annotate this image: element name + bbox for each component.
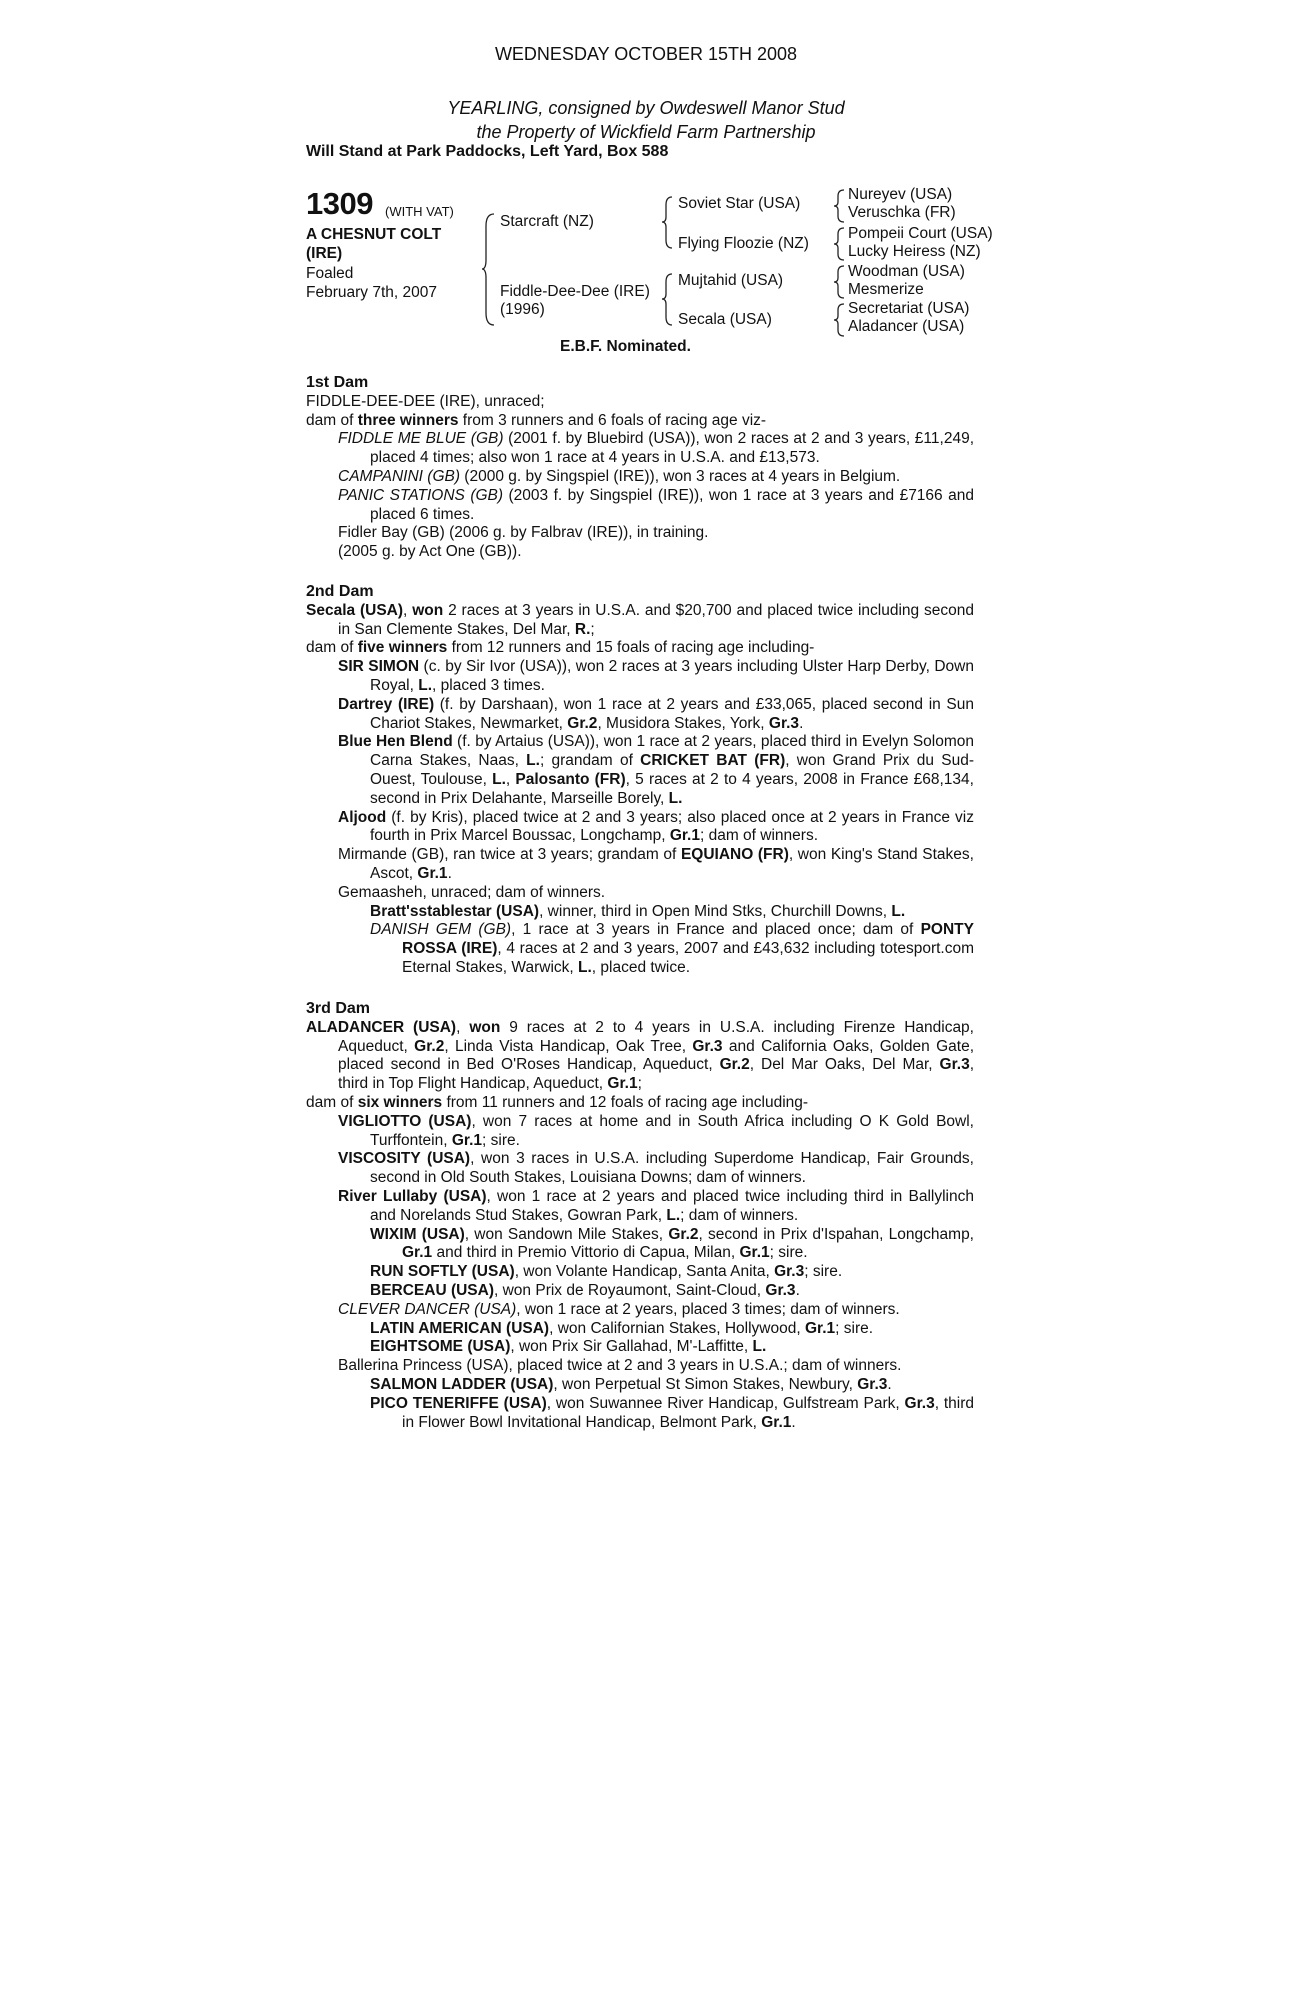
grandparent-2: Veruschka (FR) bbox=[848, 204, 956, 221]
foaled-date: February 7th, 2007 bbox=[306, 284, 437, 301]
foaled-info bbox=[306, 264, 437, 302]
grand-produce-entry: WIXIM (USA), won Sandown Mile Stakes, Gr.2, second in Prix d'Ispahan, Longchamp, Gr.1 and third in Premio Vittorio di Capua, Milan, Gr.1; sire. bbox=[370, 1225, 974, 1262]
lot-name-line1: A CHESNUT COLT bbox=[306, 226, 442, 243]
grandparent-3: Pompeii Court (USA) bbox=[848, 225, 993, 242]
vat-note: (WITH VAT) bbox=[385, 204, 454, 219]
produce-entry: PANIC STATIONS (GB) (2003 f. by Singspiel (IRE)), won 1 race at 3 years and £7166 and placed 6 times. bbox=[338, 486, 974, 523]
produce-entry: VISCOSITY (USA), won 3 races in U.S.A. including Superdome Handicap, Fair Grounds, second in Old South Stakes, Louisiana Downs; dam of winners. bbox=[338, 1150, 974, 1187]
produce-entry: Gemaasheh, unraced; dam of winners. bbox=[338, 883, 606, 901]
second-dam-heading: 2nd Dam bbox=[306, 583, 374, 600]
sale-date: WEDNESDAY OCTOBER 15TH 2008 bbox=[494, 44, 798, 64]
grand-produce-entry: LATIN AMERICAN (USA), won Californian Stakes, Hollywood, Gr.1; sire. bbox=[370, 1319, 874, 1337]
sire-dam-name: Flying Floozie (NZ) bbox=[678, 235, 809, 252]
produce-entry: Mirmande (GB), ran twice at 3 years; grandam of EQUIANO (FR), won King's Stand Stakes, Ascot, Gr.1. bbox=[338, 846, 974, 882]
sire-name: Starcraft (NZ) bbox=[500, 213, 594, 230]
third-dam-heading: 3rd Dam bbox=[306, 1000, 371, 1017]
produce-entry: (2005 g. by Act One (GB)). bbox=[338, 543, 522, 561]
dam-sire-name: Mujtahid (USA) bbox=[678, 272, 784, 289]
sire-dam-brace bbox=[482, 212, 496, 327]
first-dam-section bbox=[306, 374, 974, 562]
grandparent-7: Secretariat (USA) bbox=[848, 300, 970, 317]
third-dam-record: ALADANCER (USA), won 9 races at 2 to 4 years in U.S.A. including Firenze Handicap, Aqueduct, Gr.2, Linda Vista Handicap, Oak Tree, Gr.3 and California Oaks, Golden Gate, placed second in Bed O'Roses Handicap, Aqueduct, Gr.2, Del Mar Oaks, Del Mar, Gr.3, third in Top Flight Handicap, Aqueduct, Gr.1; bbox=[306, 1018, 975, 1093]
first-dam-name: FIDDLE-DEE-DEE (IRE), unraced; bbox=[306, 392, 545, 410]
grandparent-6: Mesmerize bbox=[848, 281, 924, 298]
produce-entry: SIR SIMON (c. by Sir Ivor (USA)), won 2 races at 3 years including Ulster Harp Derby, Down Royal, L., placed 3 times. bbox=[338, 658, 974, 694]
brace-g1 bbox=[834, 188, 846, 224]
grand-produce-entry: DANISH GEM (GB), 1 race at 3 years in France and placed once; dam of PONTY ROSSA (IRE), 4 races at 2 and 3 years, 2007 and £43,632 including totesport.com Eternal Stakes, Warwick, L., placed twice. bbox=[370, 921, 975, 976]
produce-entry: River Lullaby (USA), won 1 race at 2 years and placed twice including third in Ballylinch and Norelands Stud Stakes, Gowran Park, L.; dam of winners. bbox=[338, 1187, 974, 1224]
property-line: the Property of Wickfield Farm Partnership bbox=[476, 122, 816, 142]
produce-entry: Aljood (f. by Kris), placed twice at 2 and 3 years; also placed once at 2 years in France viz fourth in Prix Marcel Boussac, Longchamp, Gr.1; dam of winners. bbox=[338, 808, 974, 845]
produce-entry: Dartrey (IRE) (f. by Darshaan), won 1 race at 2 years and £33,065, placed second in Sun Chariot Stakes, Newmarket, Gr.2, Musidora Stakes, York, Gr.3. bbox=[338, 695, 974, 732]
grand-produce-entry: Bratt'sstablestar (USA), winner, third in Open Mind Stks, Churchill Downs, L. bbox=[370, 902, 906, 920]
lot-name-line2: (IRE) bbox=[306, 245, 343, 262]
grandparent-4: Lucky Heiress (NZ) bbox=[848, 243, 981, 260]
second-dam-produce-summary: dam of five winners from 12 runners and 15 foals of racing age including- bbox=[306, 639, 815, 657]
produce-entry: VIGLIOTTO (USA), won 7 races at home and in South Africa including O K Gold Bowl, Turffontein, Gr.1; sire. bbox=[338, 1112, 974, 1149]
sire-brace bbox=[662, 195, 674, 250]
second-dam-section bbox=[306, 583, 974, 978]
lot-description bbox=[306, 225, 476, 263]
dam-dam-name: Secala (USA) bbox=[678, 311, 772, 328]
brace-g3 bbox=[834, 264, 846, 300]
second-dam-record: Secala (USA), won 2 races at 3 years in U.S.A. and $20,700 and placed twice including second in San Clemente Stakes, Del Mar, R.; bbox=[306, 601, 974, 638]
dam-year: (1996) bbox=[500, 301, 545, 318]
grandparent-8: Aladancer (USA) bbox=[848, 318, 965, 335]
third-dam-section bbox=[306, 1000, 974, 1432]
lot-number: 1309 bbox=[306, 186, 373, 221]
dam-brace bbox=[662, 272, 674, 327]
produce-entry: Fidler Bay (GB) (2006 g. by Falbrav (IRE)), in training. bbox=[338, 524, 709, 542]
dam-name: Fiddle-Dee-Dee (IRE) bbox=[500, 283, 650, 300]
produce-entry: CLEVER DANCER (USA), won 1 race at 2 years, placed 3 times; dam of winners. bbox=[338, 1300, 900, 1318]
stand-line: Will Stand at Park Paddocks, Left Yard, Box 588 bbox=[306, 143, 669, 160]
grandparent-5: Woodman (USA) bbox=[848, 263, 965, 280]
brace-g4 bbox=[834, 302, 846, 338]
produce-entry: FIDDLE ME BLUE (GB) (2001 f. by Bluebird (USA)), won 2 races at 2 and 3 years, £11,249, placed 4 times; also won 1 race at 4 years in U.S.A. and £13,573. bbox=[338, 430, 974, 467]
grand-produce-entry: BERCEAU (USA), won Prix de Royaumont, Saint-Cloud, Gr.3. bbox=[370, 1281, 800, 1299]
grand-produce-entry: EIGHTSOME (USA), won Prix Sir Gallahad, M'-Laffitte, L. bbox=[370, 1338, 767, 1356]
ebf-note: E.B.F. Nominated. bbox=[560, 338, 691, 355]
grand-produce-entry: RUN SOFTLY (USA), won Volante Handicap, Santa Anita, Gr.3; sire. bbox=[370, 1263, 843, 1281]
sire-sire-name: Soviet Star (USA) bbox=[678, 195, 801, 212]
brace-g2 bbox=[834, 226, 846, 262]
produce-entry: Ballerina Princess (USA), placed twice at 2 and 3 years in U.S.A.; dam of winners. bbox=[338, 1357, 902, 1375]
consignment-line: YEARLING, consigned by Owdeswell Manor Stud bbox=[447, 98, 845, 118]
first-dam-produce-summary: dam of three winners from 3 runners and 6 foals of racing age viz- bbox=[306, 411, 767, 429]
grand-produce-entry: SALMON LADDER (USA), won Perpetual St Simon Stakes, Newbury, Gr.3. bbox=[370, 1375, 892, 1393]
grand-produce-entry: PICO TENERIFFE (USA), won Suwannee River Handicap, Gulfstream Park, Gr.3, third in Flower Bowl Invitational Handicap, Belmont Park, Gr.1. bbox=[370, 1394, 974, 1431]
grandparent-1: Nureyev (USA) bbox=[848, 186, 953, 203]
first-dam-heading: 1st Dam bbox=[306, 374, 369, 391]
third-dam-produce-summary: dam of six winners from 11 runners and 12 foals of racing age including- bbox=[306, 1093, 809, 1111]
produce-entry: Blue Hen Blend (f. by Artaius (USA)), won 1 race at 2 years, placed third in Evelyn Solomon Carna Stakes, Naas, L.; grandam of CRICKET BAT (FR), won Grand Prix du Sud-Ouest, Toulouse, L., Palosanto (FR), 5 races at 2 to 4 years, 2008 in France £68,134, second in Prix Delahante, Marseille Borely, L. bbox=[338, 733, 975, 807]
foaled-label: Foaled bbox=[306, 265, 354, 282]
produce-entry: CAMPANINI (GB) (2000 g. by Singspiel (IRE)), won 3 races at 4 years in Belgium. bbox=[338, 467, 901, 485]
